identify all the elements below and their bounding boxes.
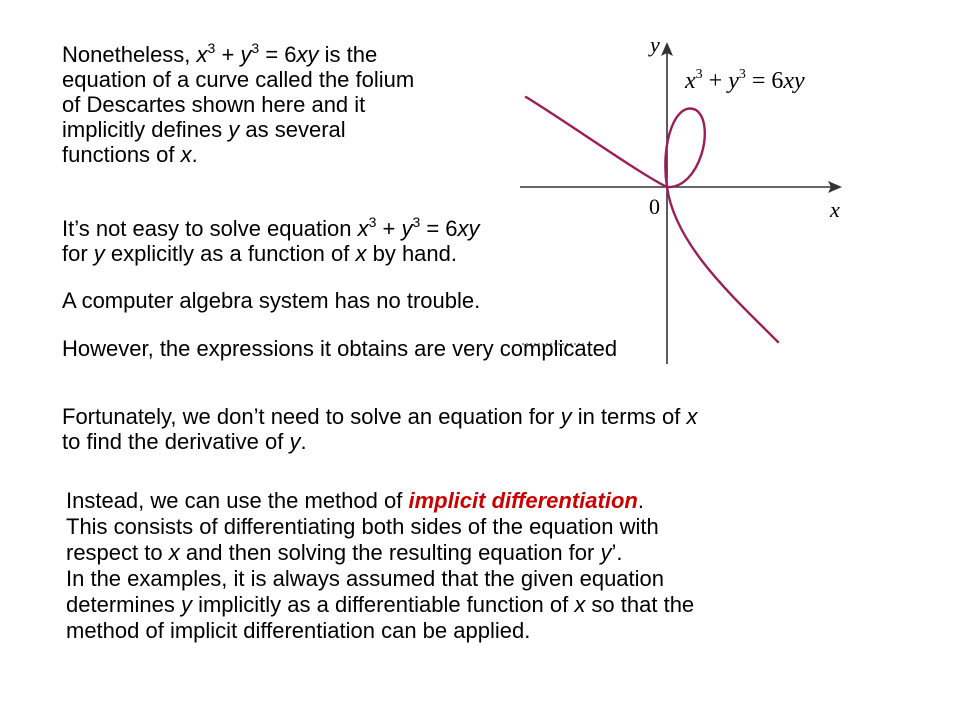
folium-curve bbox=[526, 97, 778, 342]
paragraph-implicit-method: Instead, we can use the method of implicit differentiation. This consists of differentiating both sides of the equation with respect to x and then solving the resulting equation for y’. In the examples, it is always assumed that the given equation determines y implicitly as a differentiable function of x so that the method of implicit differentiation can be applied. bbox=[66, 488, 695, 643]
y-axis-label: y bbox=[650, 32, 660, 57]
paragraph-cas: A computer algebra system has no trouble. bbox=[62, 288, 481, 313]
paragraph-not-easy: It’s not easy to solve equation $x^3 + y^3 = 6xy$ for y explicitly as a function of x by hand. bbox=[62, 214, 480, 266]
paragraph-folium-intro: Nonetheless, $x^3 + y^3 = 6xy$ is the equation of a curve called the folium of Descartes shown here and it implicitly defines y as several functions of x. bbox=[62, 40, 415, 167]
folium-graph bbox=[500, 24, 860, 364]
equation-label: $x^3 + y^3 = 6xy$ bbox=[685, 67, 805, 94]
x-axis-label: x bbox=[830, 197, 840, 222]
origin-label: 0 bbox=[649, 194, 660, 219]
paragraph-fortunately: Fortunately, we don’t need to solve an equation for y in terms of x to find the derivative of y. bbox=[62, 404, 698, 454]
implicit-differentiation-term: implicit differentiation bbox=[408, 488, 638, 513]
paragraph-complicated: However, the expressions it obtains are very complicated bbox=[62, 336, 618, 361]
